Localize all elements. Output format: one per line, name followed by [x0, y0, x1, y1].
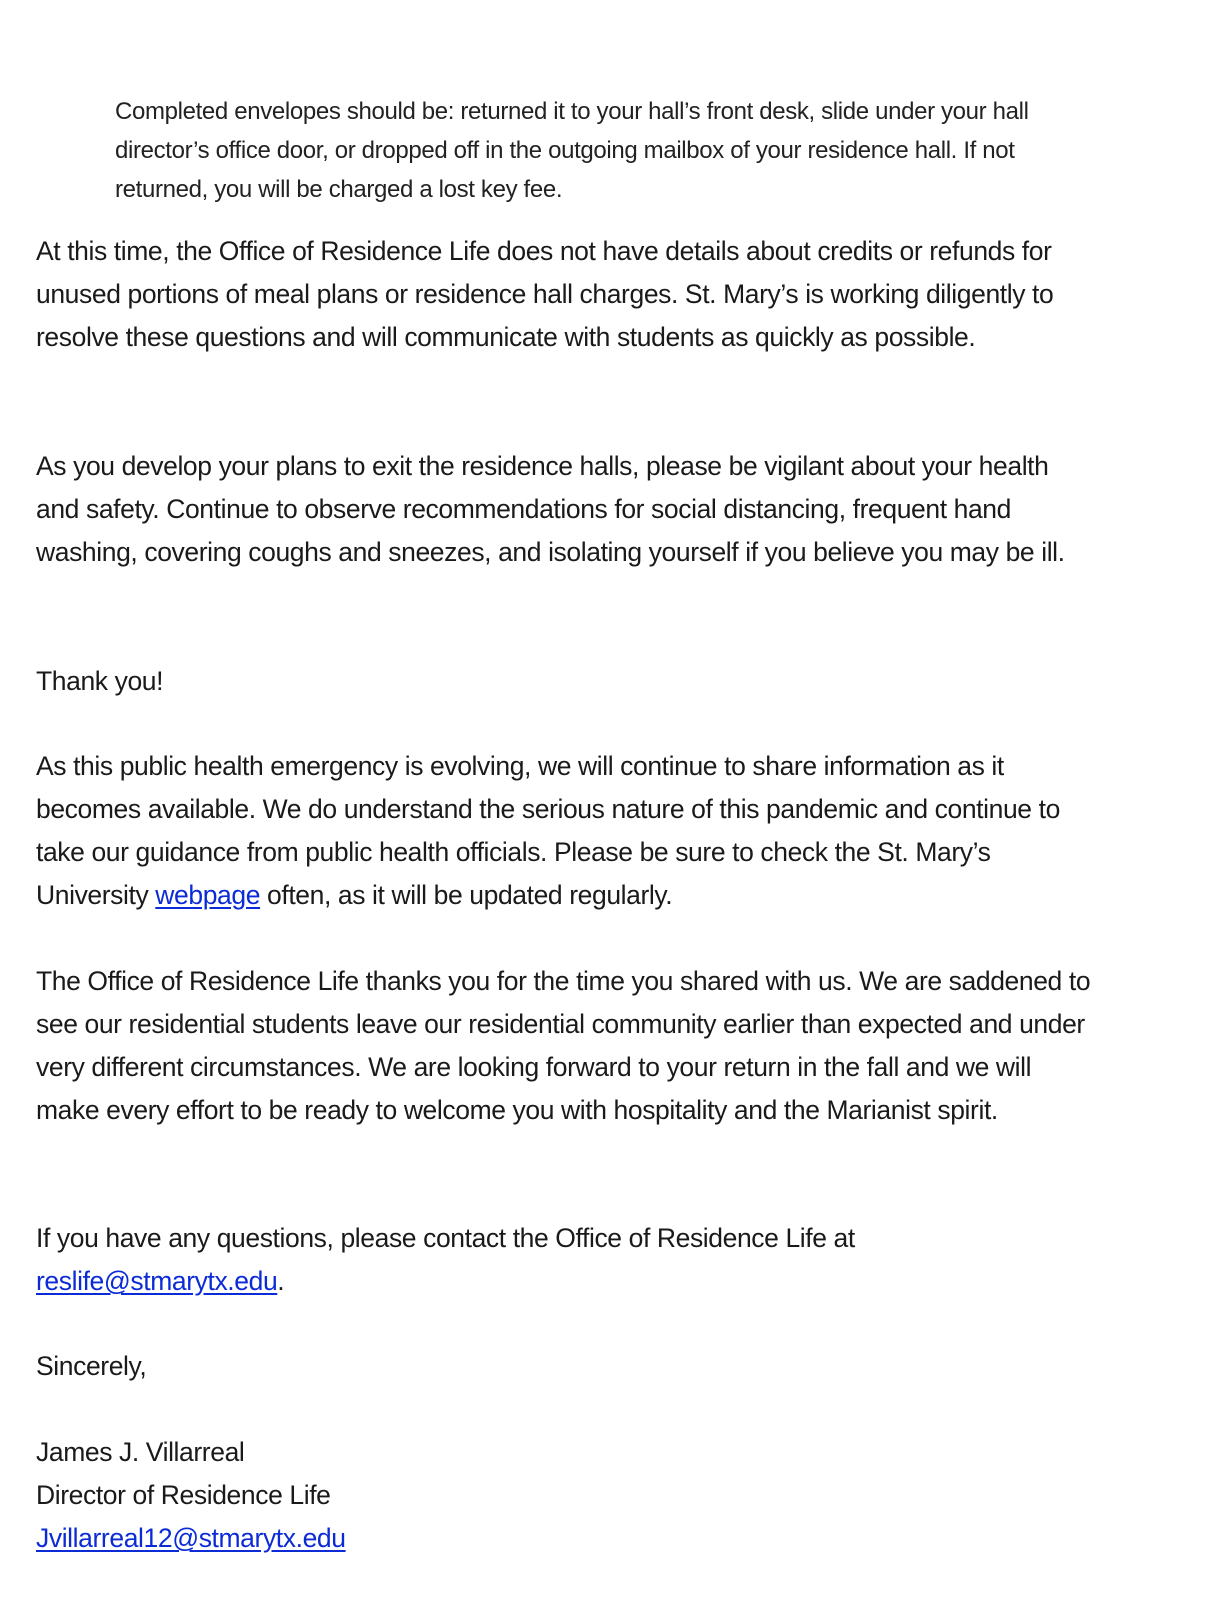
thanks-paragraph: The Office of Residence Life thanks you for the time you shared with us. We are saddened to see our residential students leave our residential community earlier than expected and under very different circumstances. We are looking forward to your return in the fall and we will make every effort to be ready to welcome you with hospitality and the Marianist spirit. [36, 966, 1091, 1125]
signature-email-link[interactable]: Jvillarreal12@stmarytx.edu [36, 1523, 346, 1553]
refunds-paragraph: At this time, the Office of Residence Life does not have details about credits or refunds for unused portions of meal plans or residence hall charges. St. Mary’s is working diligently to resolve these questions and will communicate with students as quickly as possible. [36, 236, 1054, 352]
contact-period: . [277, 1266, 285, 1296]
envelope-return-note: Completed envelopes should be: returned it to your hall’s front desk, slide under your hall director’s office door, or dropped off in the outgoing mailbox of your residence hall. If not returned, you will be charged a lost key fee. [115, 98, 1029, 203]
signature-title: Director of Residence Life [36, 1480, 331, 1510]
emergency-paragraph [36, 745, 1096, 917]
health-paragraph: As you develop your plans to exit the residence halls, please be vigilant about your health and safety. Continue to observe recommendations for social distancing, frequent hand washing, covering coughs and sneezes, and isolating yourself if you believe you may be ill. [36, 451, 1065, 567]
signature-block [36, 1431, 1096, 1560]
thank-you-line: Thank you! [36, 666, 164, 696]
contact-text: If you have any questions, please contact the Office of Residence Life at [36, 1223, 855, 1253]
contact-paragraph [36, 1217, 1096, 1303]
reslife-email-link[interactable]: reslife@stmarytx.edu [36, 1266, 278, 1296]
signature-name: James J. Villarreal [36, 1437, 245, 1467]
emergency-text-end: often, as it will be updated regularly. [260, 880, 673, 910]
closing-line: Sincerely, [36, 1351, 147, 1381]
emergency-text: As this public health emergency is evolving, we will continue to share information as it becomes available. We do understand the serious nature of this pandemic and continue to take our guidance from public health officials. Please be sure to check the St. Mary’s University [36, 751, 1060, 910]
webpage-link[interactable]: webpage [155, 880, 261, 910]
